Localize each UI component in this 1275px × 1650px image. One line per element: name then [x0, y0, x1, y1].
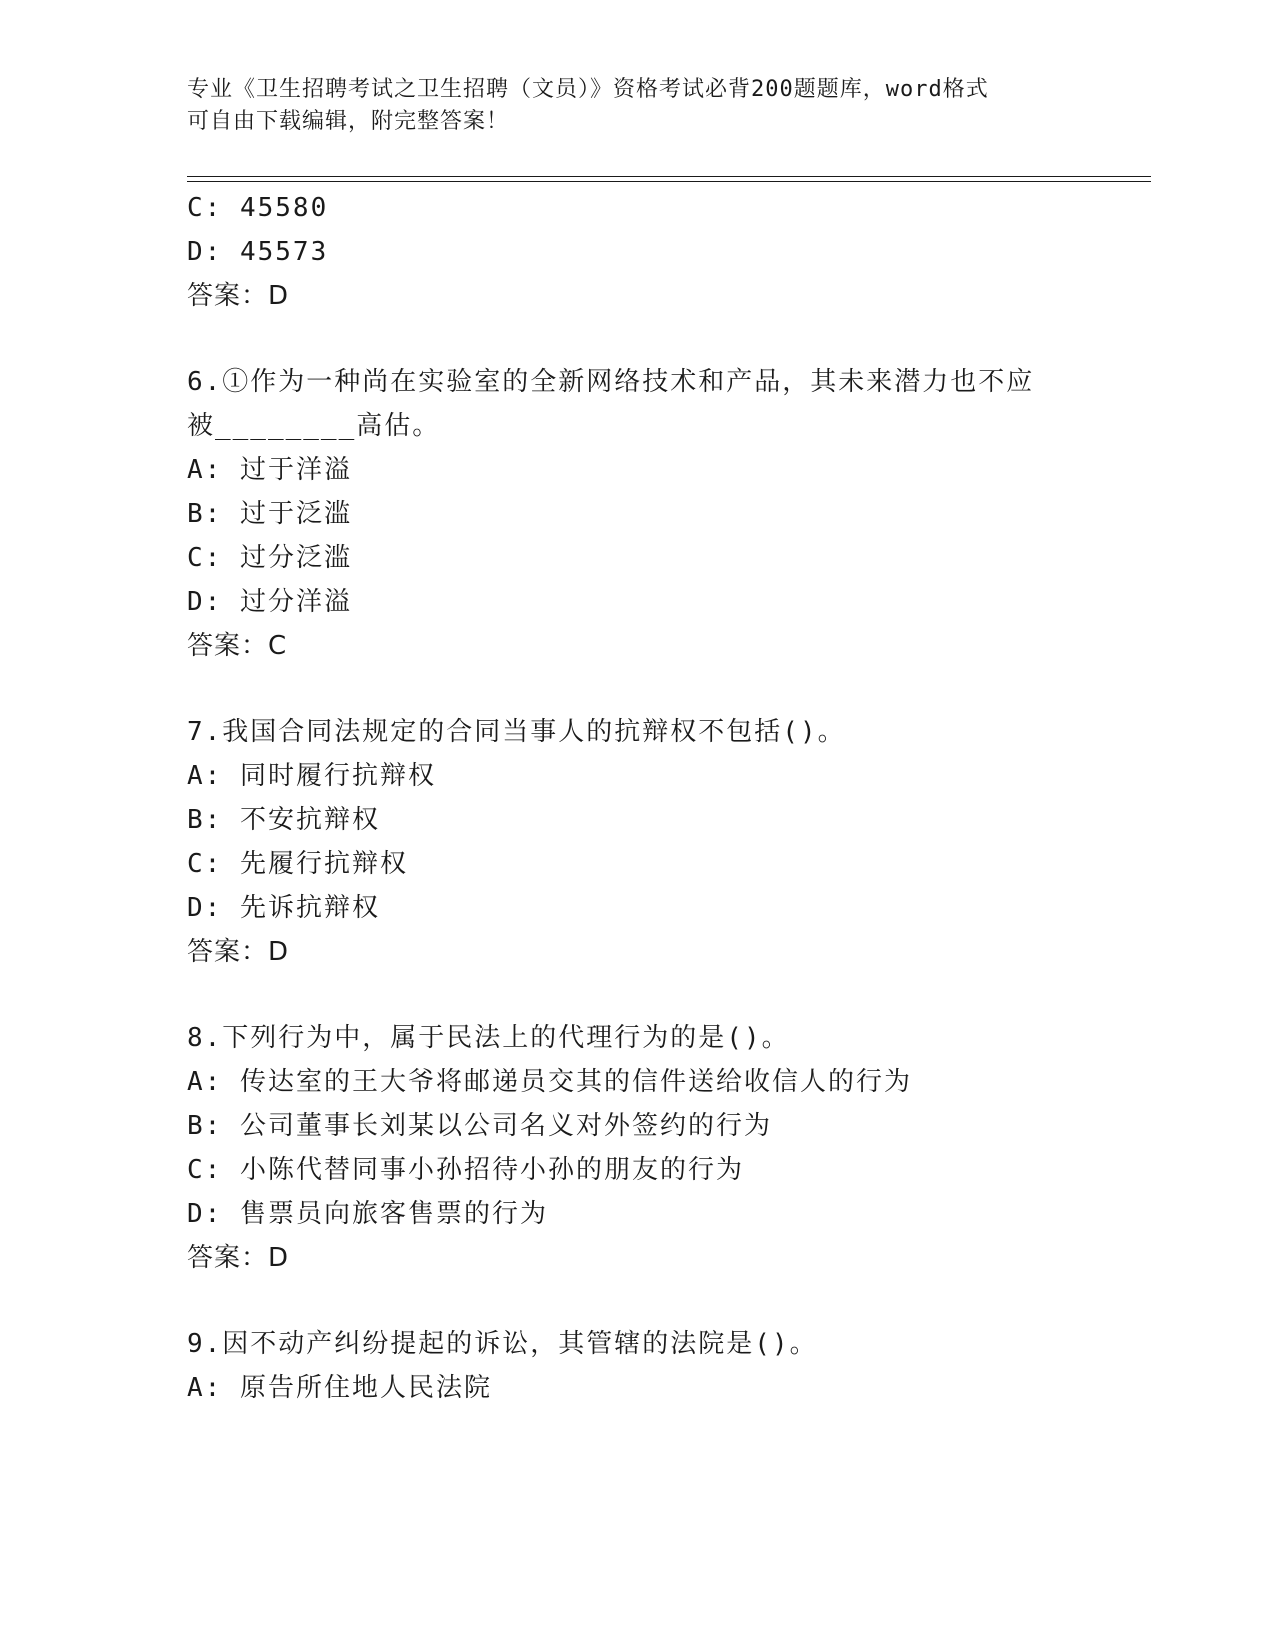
q8-option-a: A: 传达室的王大爷将邮递员交其的信件送给收信人的行为 — [187, 1067, 912, 1097]
q7-answer: 答案：D — [187, 937, 290, 967]
q6-stem-line-2: 被________高估。 — [187, 411, 441, 441]
header-divider-bottom — [187, 181, 1151, 182]
q8-option-c: C: 小陈代替同事小孙招待小孙的朋友的行为 — [187, 1155, 744, 1185]
q6-option-c: C: 过分泛滥 — [187, 543, 352, 573]
q6-answer: 答案：C — [187, 631, 288, 661]
q8-option-d: D: 售票员向旅客售票的行为 — [187, 1199, 548, 1229]
q9-stem: 9.因不动产纠纷提起的诉讼，其管辖的法院是()。 — [187, 1329, 818, 1359]
q7-option-c: C: 先履行抗辩权 — [187, 849, 408, 879]
q5-option-d: D: 45573 — [187, 237, 329, 267]
q7-option-b: B: 不安抗辩权 — [187, 805, 380, 835]
q8-answer: 答案：D — [187, 1243, 290, 1273]
q8-option-b: B: 公司董事长刘某以公司名义对外签约的行为 — [187, 1111, 772, 1141]
header-line-2: 可自由下载编辑，附完整答案！ — [187, 109, 510, 134]
header-line-1: 专业《卫生招聘考试之卫生招聘（文员）》资格考试必背200题题库，word格式 — [187, 77, 989, 102]
q9-option-a: A: 原告所住地人民法院 — [187, 1373, 492, 1403]
q8-stem: 8.下列行为中，属于民法上的代理行为的是()。 — [187, 1023, 790, 1053]
q7-option-d: D: 先诉抗辩权 — [187, 893, 380, 923]
q5-option-c: C: 45580 — [187, 193, 329, 223]
q5-answer: 答案：D — [187, 281, 290, 311]
q7-option-a: A: 同时履行抗辩权 — [187, 761, 436, 791]
q6-option-d: D: 过分洋溢 — [187, 587, 352, 617]
q6-option-a: A: 过于洋溢 — [187, 455, 352, 485]
q7-stem: 7.我国合同法规定的合同当事人的抗辩权不包括()。 — [187, 717, 846, 747]
header-divider-top — [187, 176, 1151, 177]
q6-stem-line-1: 6.①作为一种尚在实验室的全新网络技术和产品，其未来潜力也不应 — [187, 367, 1035, 397]
q6-option-b: B: 过于泛滥 — [187, 499, 352, 529]
document-header — [187, 74, 1067, 138]
